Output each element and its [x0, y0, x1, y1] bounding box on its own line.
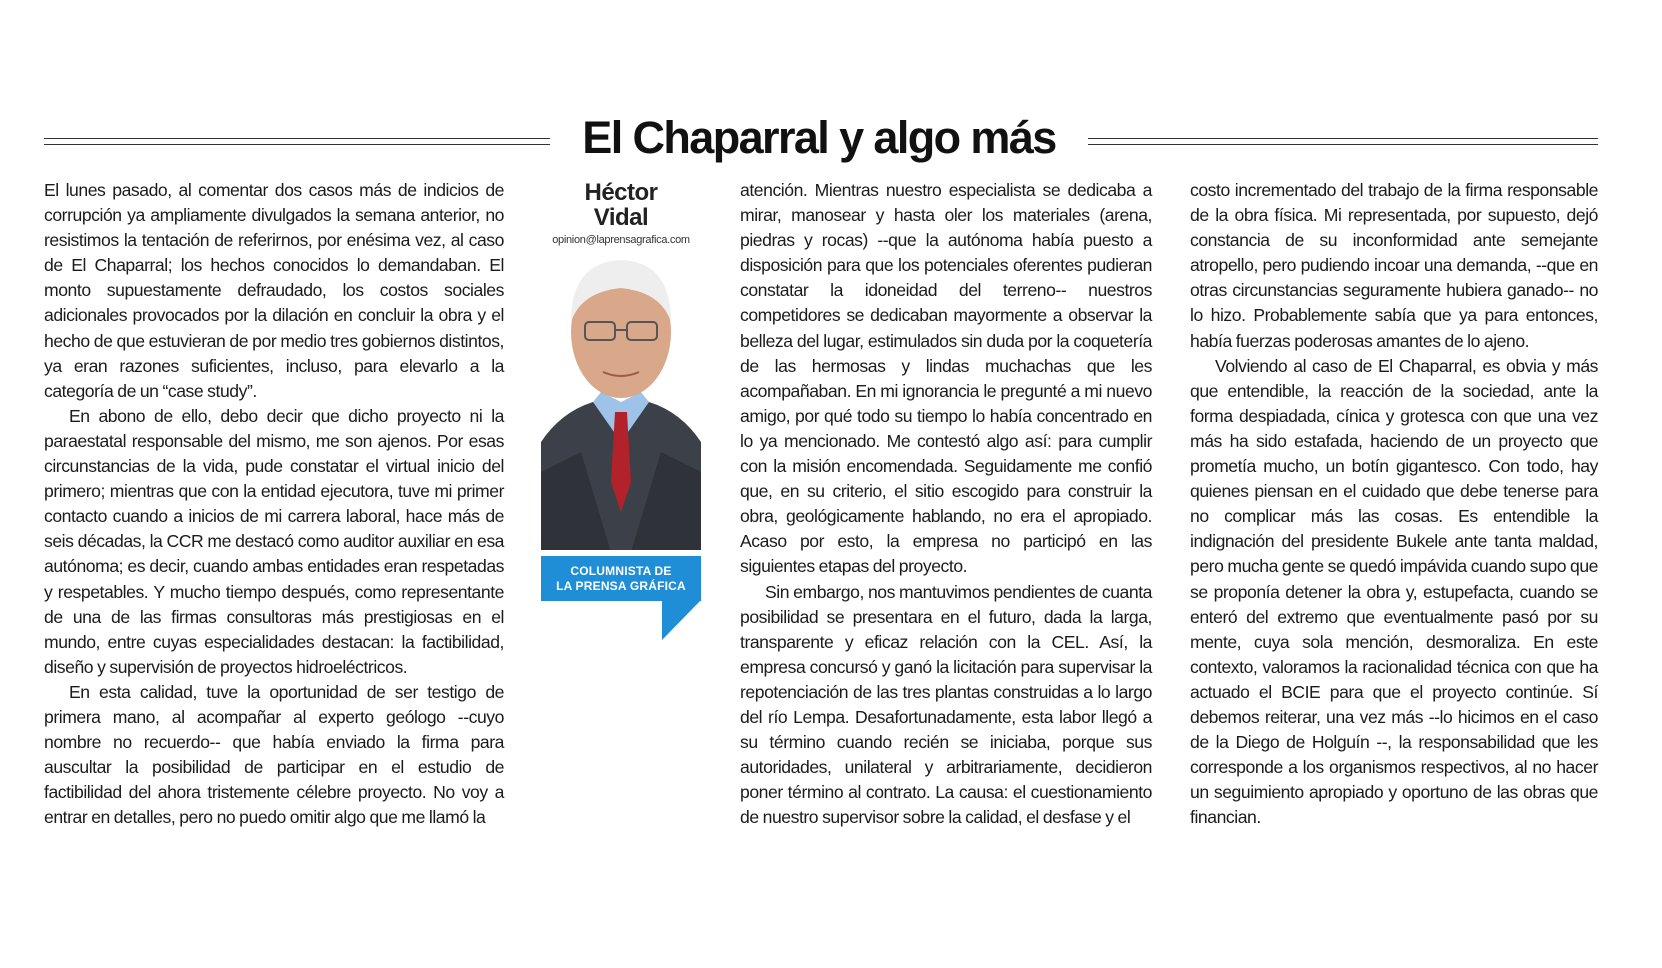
paragraph-6: costo incrementado del trabajo de la firma responsable de la obra física. Mi representada, por supuesto, dejó constancia de su inconformidad ante semejante atropello, pero pudiendo incoar una demanda, --que en otras circunstancias seguramente hubiera ganado-- no lo hizo. Probablemente sabía que ya para entonces, había fuerzas poderosas amantes de lo ajeno. [1190, 180, 1598, 351]
badge-line-1: COLUMNISTA DE [570, 563, 672, 578]
paragraph-1: El lunes pasado, al comentar dos casos más de indicios de corrupción ya ampliamente divulgados la semana anterior, no resistimos la tentación de referirnos, por enésima vez, al caso de El Chaparral; los hechos conocidos lo demandaban. El monto supuestamente defraudado, los costos sociales adicionales provocados por la dilación en concluir la obra y el hecho de que estuvieran de por medio tres gobiernos distintos, ya eran razones suficientes, incluso, para elevarlo a la categoría de un “case study”. [44, 180, 504, 401]
paragraph-5: Sin embargo, nos mantuvimos pendientes de cuanta posibilidad se presentara en el futuro, dada la larga, transparente y eficaz relación con la CEL. Así, la empresa concursó y ganó la licitación para supervisar la repotenciación de las tres plantas construidas a lo largo del río Lempa. Desafortunadamente, esta labor llegó a su término cuando recién se iniciaba, porque sus autoridades, unilateral y arbitrariamente, decidieron poner término al contrato. La causa: el cuestionamiento de nuestro supervisor sobre la calidad, el desfase y el [740, 581, 1152, 828]
headline-rule-right [1088, 138, 1598, 145]
columnist-badge [541, 556, 701, 601]
badge-line-2: LA PRENSA GRÁFICA [556, 578, 686, 593]
paragraph-3: En esta calidad, tuve la oportunidad de ser testigo de primera mano, al acompañar al experto geólogo --cuyo nombre no recuerdo-- que había enviado la firma para auscultar la posibilidad de participar en el estudio de factibilidad del ahora tristemente célebre proyecto. No voy a entrar en detalles, pero no puedo omitir algo que me llamó la [44, 681, 504, 828]
headline-rule-left [44, 138, 550, 145]
column-1 [44, 178, 504, 830]
author-photo [541, 252, 701, 550]
author-last-name: Vidal [593, 204, 649, 231]
article-title: El Chaparral y algo más [582, 112, 1056, 163]
author-byline [538, 180, 704, 550]
column-3 [1190, 178, 1598, 830]
paragraph-7: Volviendo al caso de El Chaparral, es obvia y más que entendible, la reacción de la sociedad, ante la forma despiadada, cínica y grotesca con que una vez más ha sido estafada, haciendo de un proyecto que prometía mucho, un botín gigantesco. Con todo, hay quienes piensan en el cuidado que debe tenerse para no complicar más las cosas. Es entendible la indignación del presidente Bukele ante tanta maldad, pero mucha gente se quedó impávida cuando supo que se proponía detener la obra y, estupefacta, cuando se enteró del extremo que eventualmente pasó por su mente, cuya sola mención, desmoraliza. En este contexto, valoramos la racionalidad técnica con que ha actuado el BCIE para que el proyecto continúe. Sí debemos reiterar, una vez más --lo hicimos en el caso de la Diego de Holguín --, la responsabilidad que les corresponde a los organismos respectivos, al no hacer un seguimiento apropiado y oportuno de las obras que financian. [1190, 355, 1598, 828]
author-first-name: Héctor [584, 179, 658, 206]
paragraph-2: En abono de ello, debo decir que dicho proyecto ni la paraestatal responsable del mismo, me son ajenos. Por esas circunstancias de la vida, pude constatar el virtual inicio del primero; mientras que con la entidad ejecutora, tuve mi primer contacto cuando a inicios de mi carrera laboral, hace más de seis décadas, la CCR me destacó como auditor auxiliar en esa autónoma; es decir, cuando ambas entidades eran respetadas y respetables. Y mucho tiempo después, como representante de una de las firmas consultoras más prestigiosas en el mundo, entre cuyas especialidades destacan: la factibilidad, diseño y supervisión de proyectos hidroeléctricos. [44, 405, 504, 677]
paragraph-4: atención. Mientras nuestro especialista se dedicaba a mirar, manosear y hasta oler los materiales (arena, piedras y rocas) --que la autónoma había puesto a disposición para que los potenciales oferentes pudieran constatar la idoneidad del terreno-- nuestros competidores se dedicaban mayormente a observar la belleza del lugar, estimulados sin duda por la coquetería de las hermosas y lindas muchachas que les acompañaban. En mi ignorancia le pregunté a mi nuevo amigo, por qué todo su tiempo lo había concentrado en lo ya mencionado. Me contestó algo así: para cumplir con la misión encomendada. Seguidamente me confió que, en su criterio, el sitio escogido para construir la obra, geológicamente hablando, no era el apropiado. Acaso por esto, la empresa no participó en las siguientes etapas del proyecto. [740, 180, 1152, 577]
column-2 [740, 178, 1152, 830]
author-email: opinion@laprensagrafica.com [552, 234, 690, 246]
